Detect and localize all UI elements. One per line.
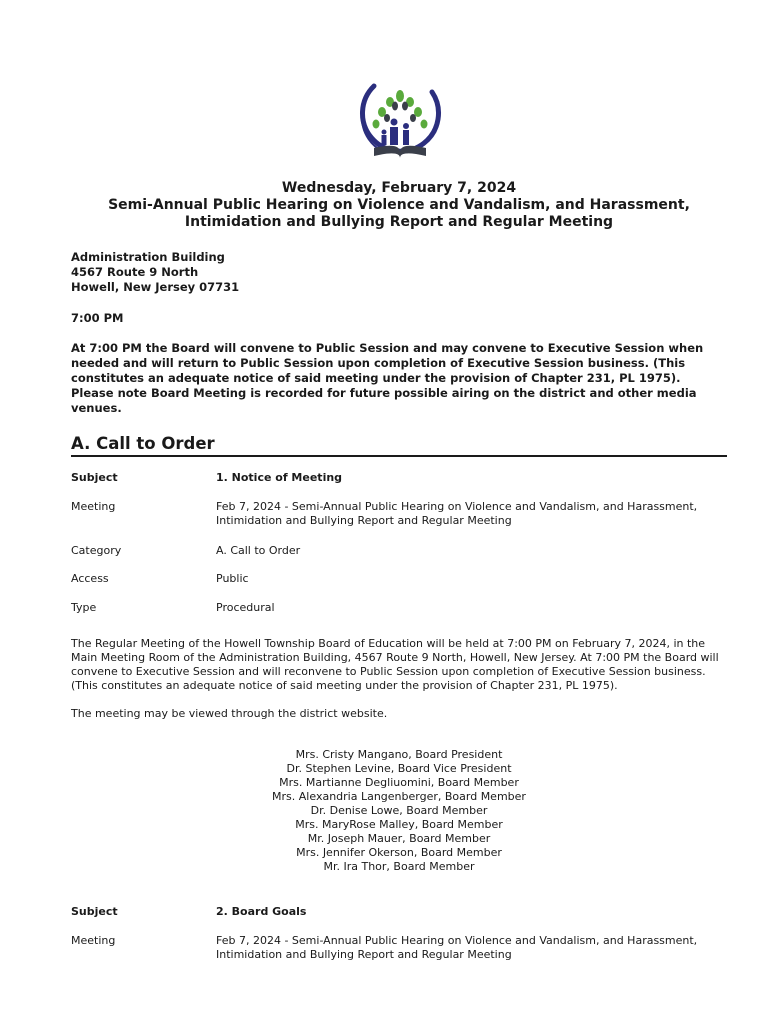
board-member: Mr. Ira Thor, Board Member <box>323 860 475 873</box>
meeting-value-line: Intimidation and Bullying Report and Regular Meeting <box>216 514 512 527</box>
board-member: Dr. Stephen Levine, Board Vice President <box>286 762 512 775</box>
board-member: Mrs. Martianne Degliuomini, Board Member <box>279 776 519 789</box>
subject-value: 1. Notice of Meeting <box>216 471 343 484</box>
paragraph-line: Main Meeting Room of the Administration Building, 4567 Route 9 North, Howell, New Jersey. At 7:00 PM the Board will <box>71 651 719 664</box>
access-value: Public <box>216 572 249 585</box>
subject-label: Subject <box>71 471 118 484</box>
location-city: Howell, New Jersey 07731 <box>71 280 240 294</box>
meeting-label: Meeting <box>71 500 116 513</box>
session-notice <box>71 341 731 416</box>
access-label: Access <box>71 572 109 585</box>
meeting-label: Meeting <box>71 934 116 947</box>
board-member: Dr. Denise Lowe, Board Member <box>310 804 488 817</box>
subject-label: Subject <box>71 905 118 918</box>
notice-line: constitutes an adequate notice of said meeting under the provision of Chapter 231, PL 1975). <box>71 371 681 385</box>
notice-line: needed and will return to Public Session upon completion of Executive Session business. (This <box>71 356 686 370</box>
notice-line: At 7:00 PM the Board will convene to Public Session and may convene to Executive Session when <box>71 341 704 355</box>
type-label: Type <box>71 601 97 614</box>
meeting-value <box>216 500 726 528</box>
paragraph-line: The Regular Meeting of the Howell Township Board of Education will be held at 7:00 PM on February 7, 2024, in the <box>71 637 706 650</box>
meeting-value-line: Intimidation and Bullying Report and Regular Meeting <box>216 948 512 961</box>
notice-line: Please note Board Meeting is recorded for future possible airing on the district and other media <box>71 386 697 400</box>
board-member: Mrs. Jennifer Okerson, Board Member <box>296 846 502 859</box>
district-logo <box>354 72 444 168</box>
paragraph-line: (This constitutes an adequate notice of said meeting under the provision of Chapter 231, PL 1975). <box>71 679 618 692</box>
meeting-time: 7:00 PM <box>71 311 124 325</box>
subject-value: 2. Board Goals <box>216 905 307 918</box>
meeting-date: Wednesday, February 7, 2024 <box>281 180 517 196</box>
location-block <box>71 250 239 295</box>
location-street: 4567 Route 9 North <box>71 265 199 279</box>
board-member: Mr. Joseph Mauer, Board Member <box>307 832 491 845</box>
location-building: Administration Building <box>71 250 225 264</box>
meeting-value-line: Feb 7, 2024 - Semi-Annual Public Hearing on Violence and Vandalism, and Harassment, <box>216 500 698 513</box>
section-heading: A. Call to Order <box>71 433 727 457</box>
board-member: Mrs. Cristy Mangano, Board President <box>295 748 503 761</box>
meeting-title-line2: Intimidation and Bullying Report and Regular Meeting <box>184 214 614 230</box>
meeting-value-line: Feb 7, 2024 - Semi-Annual Public Hearing on Violence and Vandalism, and Harassment, <box>216 934 698 947</box>
meeting-value <box>216 934 726 962</box>
board-member: Mrs. Alexandria Langenberger, Board Member <box>272 790 526 803</box>
category-value: A. Call to Order <box>216 544 301 557</box>
type-value: Procedural <box>216 601 275 614</box>
paragraph-line: convene to Executive Session and will reconvene to Public Session upon completion of Executive Session business. <box>71 665 706 678</box>
meeting-title-line1: Semi-Annual Public Hearing on Violence and Vandalism, and Harassment, <box>108 197 690 213</box>
website-note: The meeting may be viewed through the district website. <box>71 707 388 720</box>
notice-line: venues. <box>71 401 122 415</box>
board-member: Mrs. MaryRose Malley, Board Member <box>295 818 503 831</box>
meeting-paragraph <box>71 637 728 693</box>
board-members-list <box>0 748 770 874</box>
category-label: Category <box>71 544 122 557</box>
